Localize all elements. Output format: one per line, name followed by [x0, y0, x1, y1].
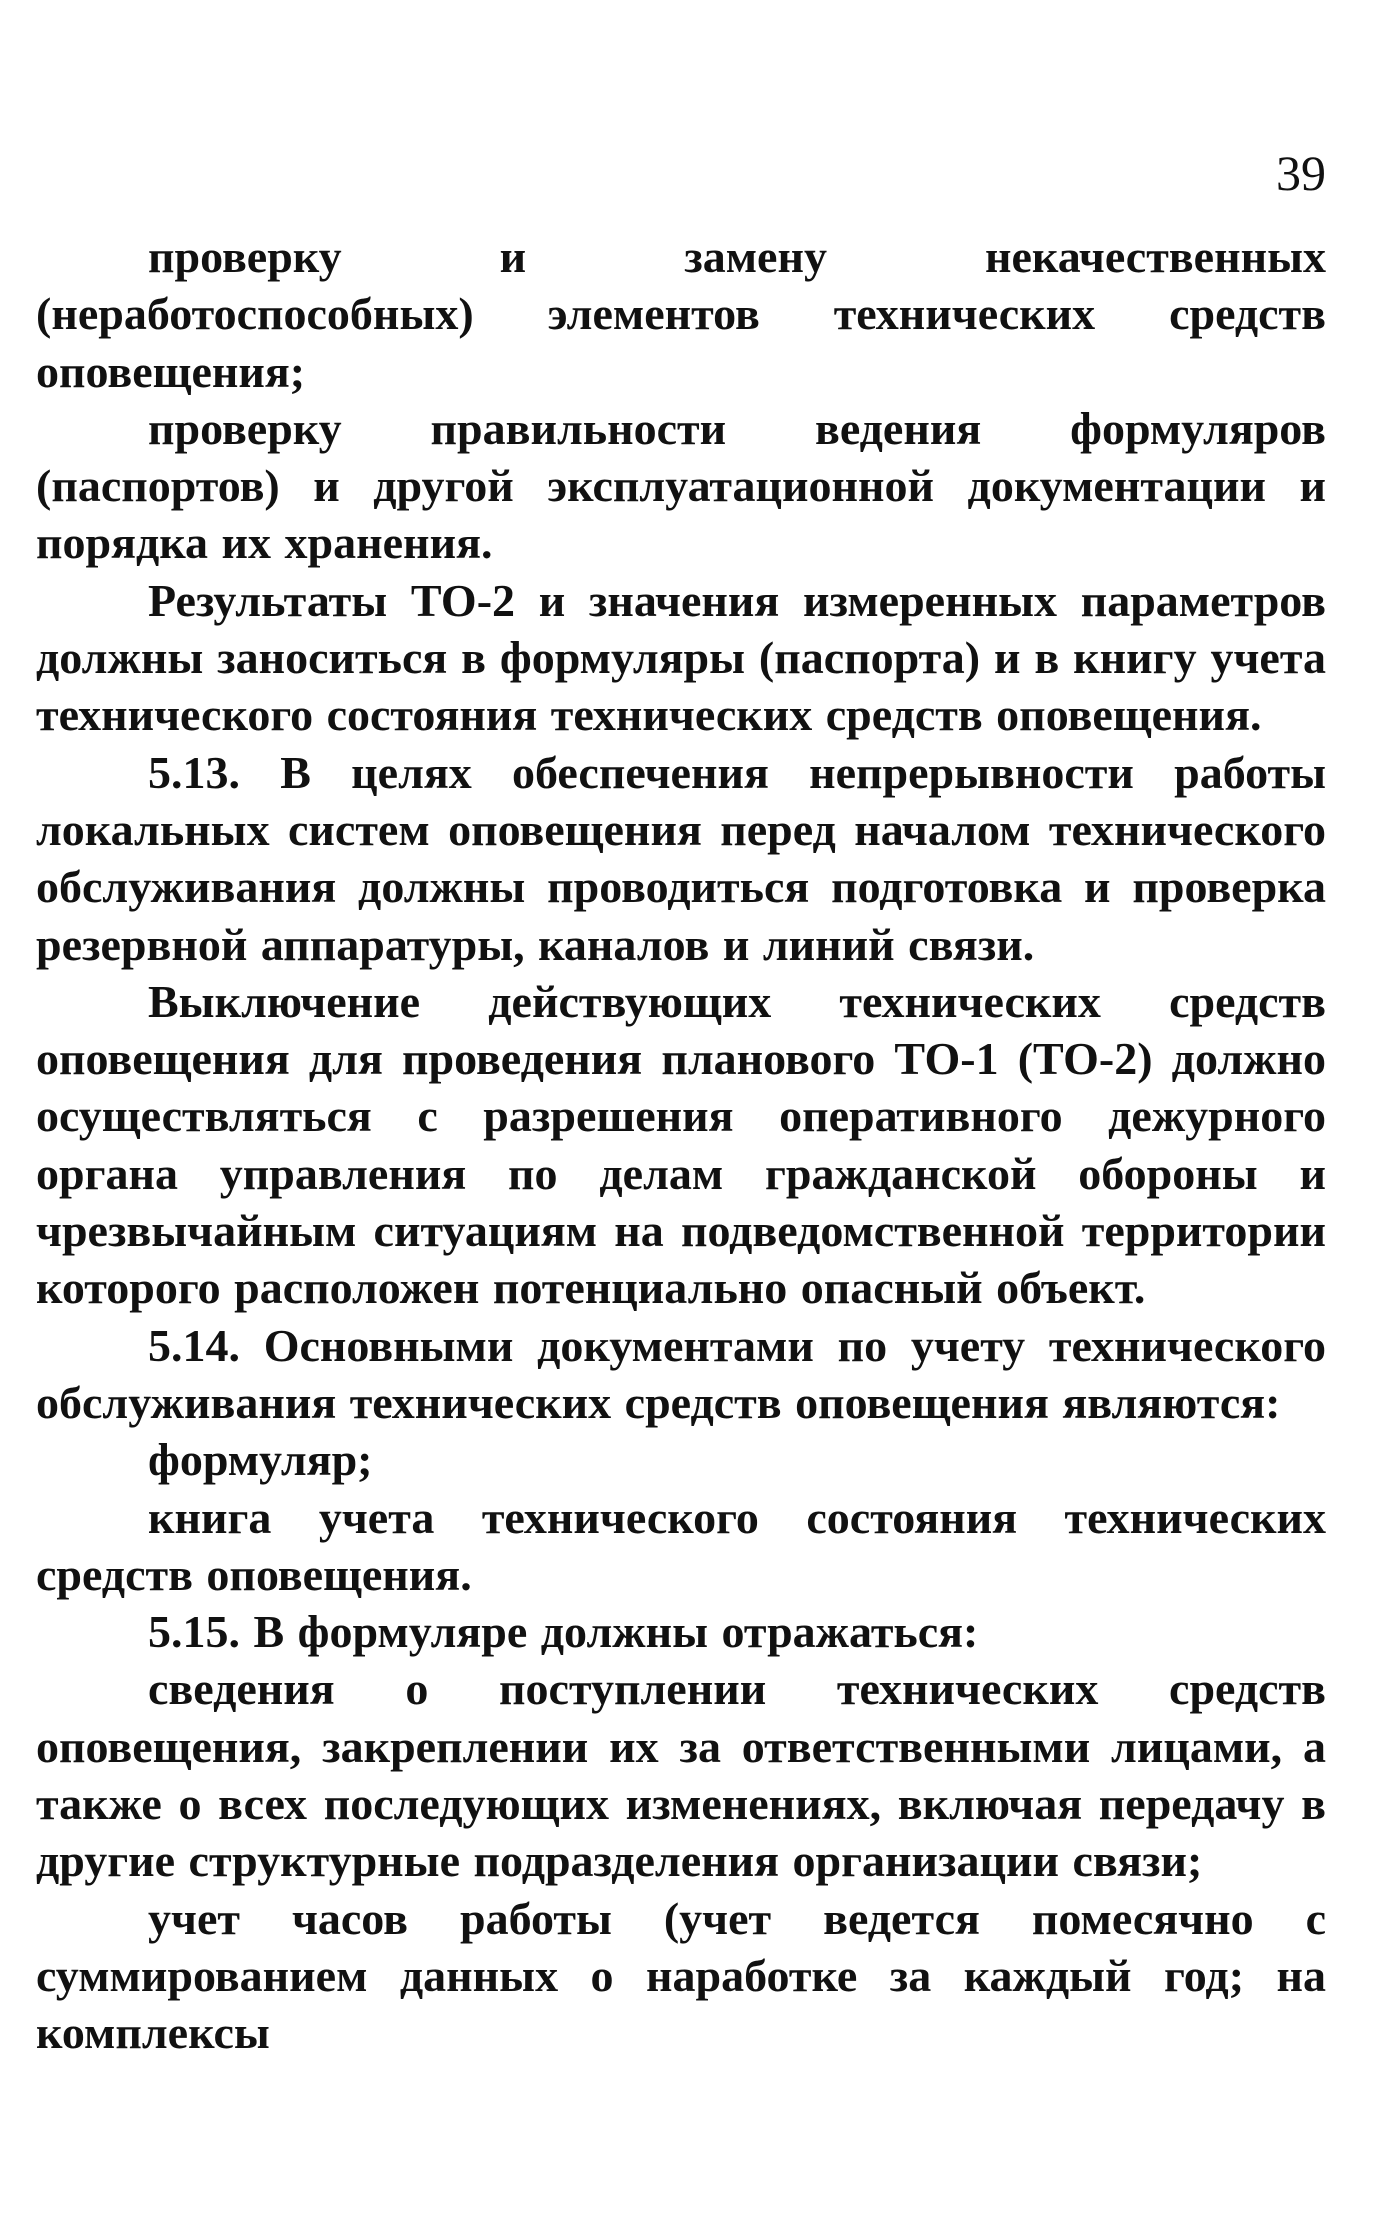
paragraph-3: Результаты ТО-2 и значения измеренных параметров должны заноситься в формуляры (паспорта) и в книгу учета технического состояния технических средств оповещения.	[36, 574, 1326, 741]
paragraph-10: сведения о поступлении технических средств оповещения, закреплении их за ответственными лицами, а также о всех последующих изменениях, включая передачу в другие структурные подразделения организации связи;	[36, 1663, 1326, 1887]
paragraph-7: формуляр;	[148, 1434, 373, 1486]
paragraph-1: проверку и замену некачественных (неработоспособных) элементов технических средств оповещения;	[36, 231, 1326, 397]
paragraph-5: Выключение действующих технических средств оповещения для проведения планового ТО-1 (ТО-2) должно осуществляться с разрешения оперативного дежурного органа управления по делам гражданской обороны и чрезвычайным ситуациям на подведомственной территории которого расположен потенциально опасный объект.	[36, 975, 1326, 1314]
document-page	[36, 0, 1326, 2215]
paragraph-6: 5.14. Основными документами по учету технического обслуживания технических средств оповещения являются:	[36, 1319, 1326, 1428]
paragraph-4: 5.13. В целях обеспечения непрерывности работы локальных систем оповещения перед началом технического обслуживания должны проводиться подготовка и проверка резервной аппаратуры, каналов и линий связи.	[36, 746, 1326, 970]
page-number: 39	[1276, 145, 1326, 201]
page-body	[36, 228, 1326, 2062]
paragraph-2: проверку правильности ведения формуляров (паспортов) и другой эксплуатационной документации и порядка их хранения.	[36, 402, 1326, 569]
paragraph-8: книга учета технического состояния технических средств оповещения.	[36, 1491, 1326, 1600]
paragraph-11: учет часов работы (учет ведется помесячно с суммированием данных о наработке за каждый год; на комплексы	[36, 1892, 1326, 2059]
paragraph-9: 5.15. В формуляре должны отражаться:	[148, 1606, 979, 1658]
